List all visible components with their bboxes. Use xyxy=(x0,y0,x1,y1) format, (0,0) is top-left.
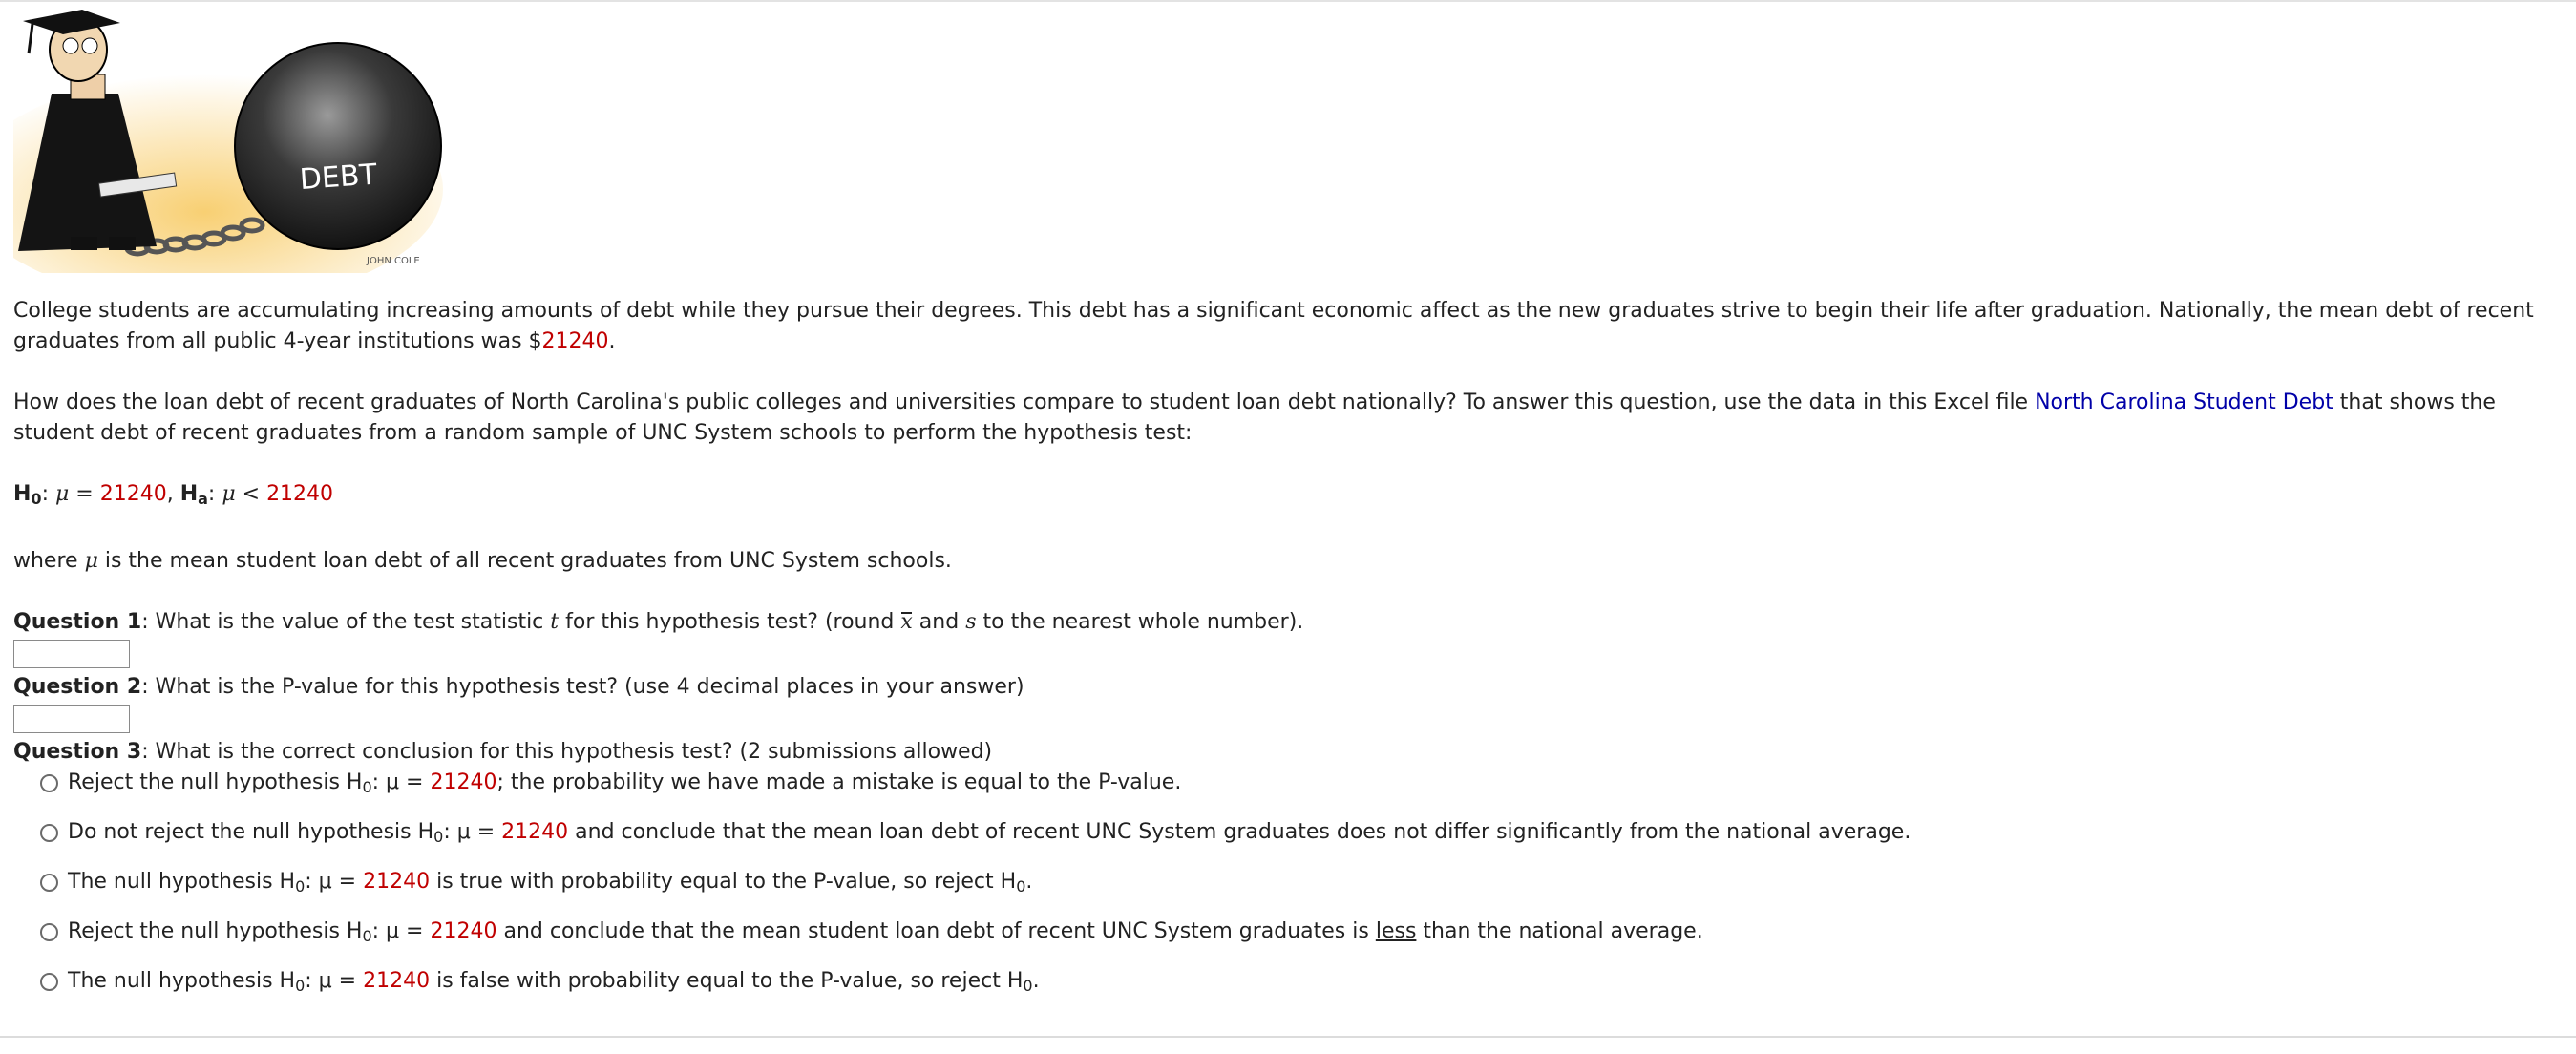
question-paragraph: How does the loan debt of recent graduates of North Carolina's public colleges and universities compare to student loan debt nationally? To answer this question, use the data in this Excel file North Carolina Student Debt that shows the student debt of recent graduates from a random sample of UNC System schools to perform the hypothesis test: xyxy=(13,390,2496,445)
graduate-debt-cartoon xyxy=(13,8,451,273)
question-3-text: Question 3: What is the correct conclusion for this hypothesis test? (2 submissions allowed) xyxy=(13,740,993,764)
intro-text: College students are accumulating increasing amounts of debt while they pursue their degrees. This debt has a significant economic affect as the new graduates strive to begin their life after graduation. Nationally, the mean debt of recent graduates from all public 4-year institutions was $ xyxy=(13,299,2534,353)
question-2-text: Question 2: What is the P-value for this hypothesis test? (use 4 decimal places in your answer) xyxy=(13,675,1024,699)
conclusion-option-1[interactable]: Reject the null hypothesis $H_0$: μ = 21240; the probability we have made a mistake is equal to the P-value. xyxy=(40,768,2563,798)
conclusion-option-2[interactable]: Do not reject the null hypothesis $H_0$: μ = 21240 and conclude that the mean loan debt of recent UNC System graduates does not differ significantly from the national average. xyxy=(40,817,2563,848)
question-1-text: Question 1: What is the value of the test statistic t for this hypothesis test? (round x and s to the nearest whole number). xyxy=(13,610,1304,634)
bottom-divider xyxy=(0,1036,2576,1038)
option-4-radio[interactable] xyxy=(40,923,58,941)
conclusion-option-3[interactable]: The null hypothesis $H_0$: μ = 21240 is true with probability equal to the P-value, so reject $H_0$. xyxy=(40,867,2563,897)
hypothesis-statement: $H_0$: μ = 21240, $H_a$: μ < 21240 xyxy=(13,482,334,508)
excel-data-link[interactable]: North Carolina Student Debt xyxy=(2035,390,2333,414)
question-1-answer-input[interactable] xyxy=(13,640,130,668)
national-mean-value: 21240 xyxy=(541,329,609,353)
option-3-radio[interactable] xyxy=(40,874,58,892)
option-1-radio[interactable] xyxy=(40,774,58,792)
top-divider xyxy=(0,0,2576,2)
option-5-radio[interactable] xyxy=(40,973,58,991)
intro-paragraph: College students are accumulating increasing amounts of debt while they pursue their degrees. This debt has a significant economic affect as the new graduates strive to begin their life after graduation. Nationally, the mean debt of recent graduates from all public 4-year institutions was $21240. xyxy=(13,299,2534,353)
question-2-answer-input[interactable] xyxy=(13,705,130,733)
conclusion-option-4[interactable]: Reject the null hypothesis $H_0$: μ = 21240 and conclude that the mean student loan debt of recent UNC System graduates is less than the national average. xyxy=(40,917,2563,947)
svg-text:JOHN COLE: JOHN COLE xyxy=(367,256,420,266)
svg-text:DEBT: DEBT xyxy=(298,158,378,198)
option-2-radio[interactable] xyxy=(40,824,58,842)
conclusion-option-5[interactable]: The null hypothesis $H_0$: μ = 21240 is false with probability equal to the P-value, so reject $H_0$. xyxy=(40,966,2563,997)
question-content xyxy=(13,8,2563,997)
mu-definition: where μ is the mean student loan debt of all recent graduates from UNC System schools. xyxy=(13,549,952,573)
